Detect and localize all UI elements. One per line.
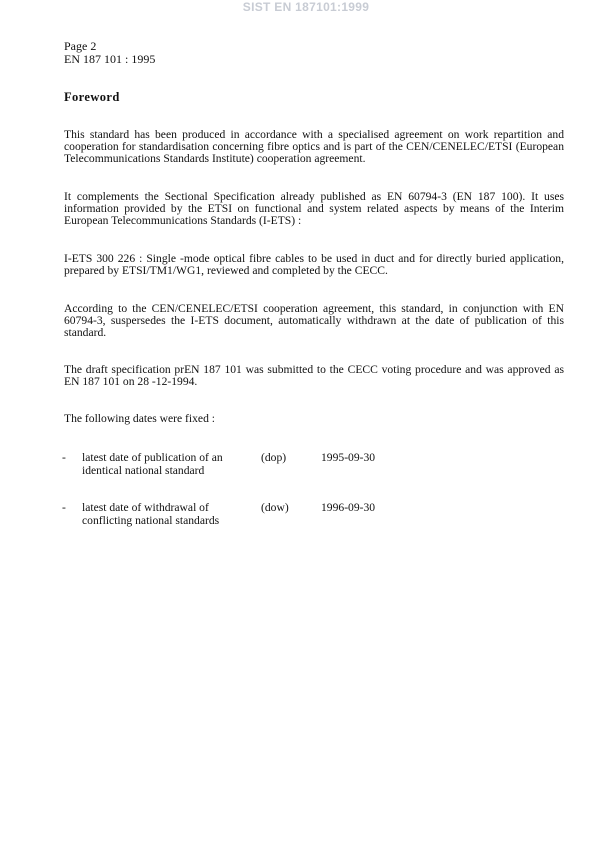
paragraph-sectional-spec: It complements the Sectional Specification already published as EN 60794-3 (EN 187 100). It uses information provided by the ETSI on functional and system related aspects by means of the Interim European Telecommunications Standards (I-ETS) :	[64, 190, 564, 227]
page-header	[64, 40, 155, 66]
paragraph-agreement: This standard has been produced in accordance with a specialised agreement on work repartition and cooperation for standardisation concerning fibre optics and is part of the CEN/CENELEC/ETSI (European Telecommunications Standards Institute) cooperation agreement.	[64, 128, 564, 165]
section-heading: Foreword	[64, 90, 120, 104]
document-number: EN 187 101 : 1995	[64, 52, 156, 66]
date-value: 1995-09-30	[321, 451, 376, 464]
paragraph-i-ets: I-ETS 300 226 : Single -mode optical fibre cables to be used in duct and for directly buried application, prepared by ETSI/TM1/WG1, reviewed and completed by the CECC.	[64, 252, 564, 277]
date-description: latest date of publication of an identical national standard	[82, 451, 223, 477]
date-description: latest date of withdrawal of conflicting national standards	[82, 501, 220, 527]
paragraph-cooperation: According to the CEN/CENELEC/ETSI cooperation agreement, this standard, in conjunction with EN 60794-3, suspersedes the I-ETS document, automatically withdrawn at the date of publication of this standard.	[64, 302, 564, 339]
bullet-dash: -	[62, 451, 66, 464]
date-code: (dow)	[261, 501, 289, 514]
watermark: SIST EN 187101:1999	[242, 0, 370, 14]
date-code: (dop)	[261, 451, 287, 464]
page-number: Page 2	[64, 39, 97, 53]
date-value: 1996-09-30	[321, 501, 376, 514]
paragraph-dates-intro: The following dates were fixed :	[64, 412, 215, 425]
paragraph-draft-spec: The draft specification prEN 187 101 was submitted to the CECC voting procedure and was approved as EN 187 101 on 28 -12-1994.	[64, 363, 564, 388]
bullet-dash: -	[62, 501, 66, 514]
